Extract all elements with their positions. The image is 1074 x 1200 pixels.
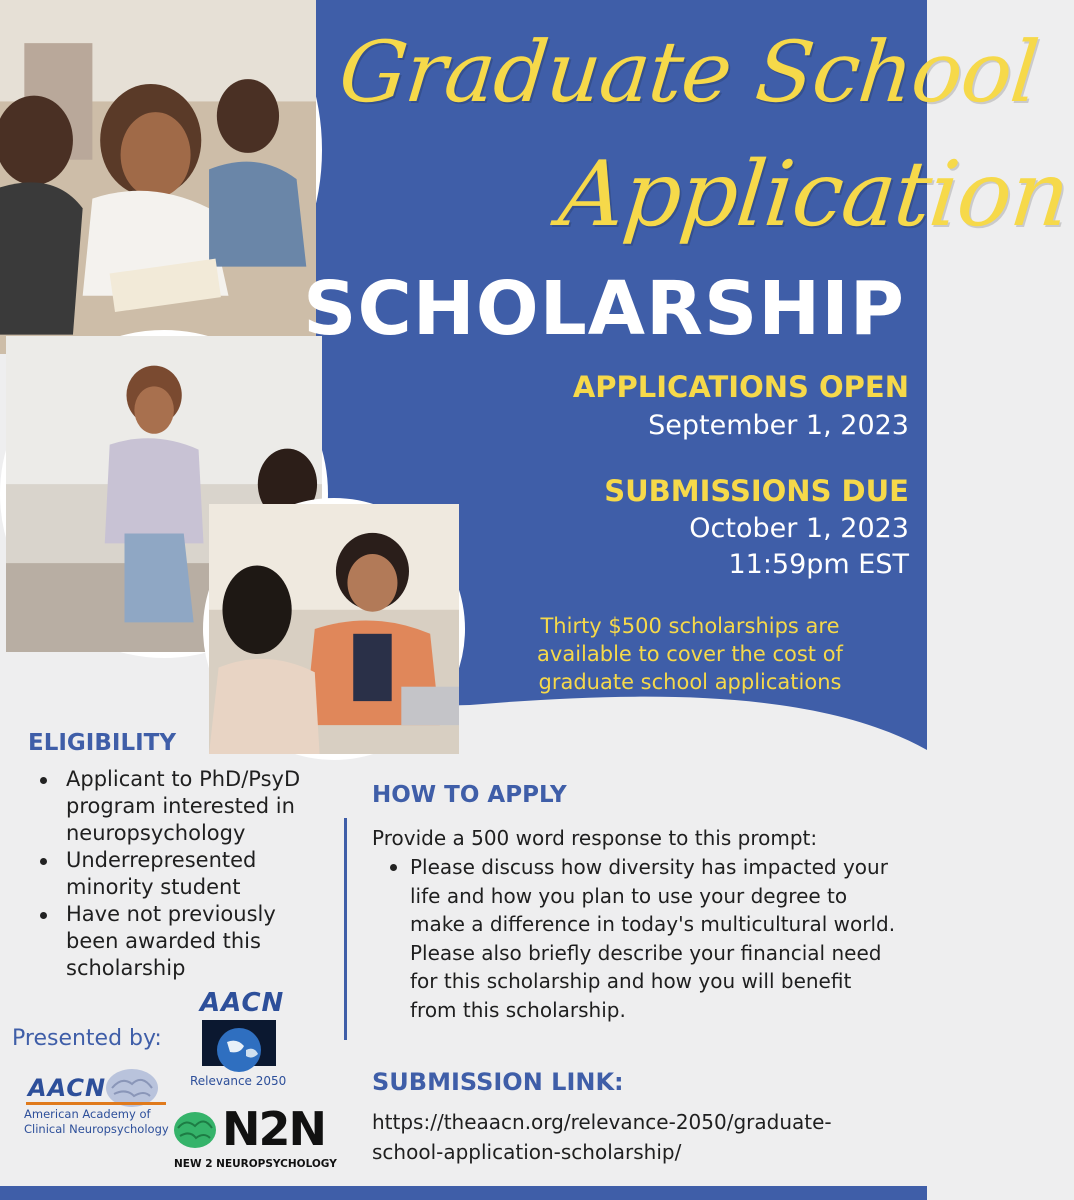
how-to-apply-heading: HOW TO APPLY [372, 782, 567, 808]
n2n-logo [172, 1102, 337, 1176]
eligibility-item: Have not previously been awarded this scholarship [30, 901, 330, 982]
section-divider [344, 818, 347, 1040]
photo-advisor-meeting [203, 498, 465, 760]
submissions-due-date: October 1, 2023 [689, 513, 909, 544]
presented-by-label: Presented by: [12, 1026, 162, 1051]
title-scholarship: SCHOLARSHIP [303, 266, 905, 352]
n2n-caption: NEW 2 NEUROPSYCHOLOGY [174, 1158, 337, 1170]
title-graduate-school: Graduate School [334, 23, 1043, 121]
how-to-apply-item: Please discuss how diversity has impacted your life and how you plan to use your degree to make a difference in today's multicultural world. Please also briefly describe your financial need for this scholarship and how you will benefit from this scholarship. [384, 853, 904, 1025]
eligibility-item: Applicant to PhD/PsyD program interested in neuropsychology [30, 766, 330, 847]
aacn-sub-line1: American Academy of [24, 1107, 151, 1121]
submissions-due-time: 11:59pm EST [728, 549, 909, 580]
aacn-sub-line2: Clinical Neuropsychology [24, 1122, 169, 1136]
submission-link-heading: SUBMISSION LINK: [372, 1068, 624, 1096]
brain-icon [172, 1110, 218, 1150]
title-application: Application [554, 142, 1074, 247]
eligibility-item: Underrepresented minority student [30, 847, 330, 901]
aacn-orange-rule [26, 1102, 166, 1105]
relevance-2050-caption: Relevance 2050 [190, 1074, 287, 1088]
photo-students-studying [0, 0, 322, 360]
bottom-bar [0, 1186, 927, 1200]
aacn-main-text: AACN [28, 1074, 107, 1102]
relevance-aacn-text: AACN [200, 988, 285, 1018]
earth-icon [202, 1020, 276, 1066]
n2n-mark: N2N [222, 1102, 326, 1156]
eligibility-heading: ELIGIBILITY [28, 730, 177, 756]
scholarship-availability: Thirty $500 scholarships are available to cover the cost of graduate school applications [537, 614, 843, 694]
applications-open-date: September 1, 2023 [648, 410, 909, 441]
eligibility-list [30, 766, 330, 982]
submissions-due-label: SUBMISSIONS DUE [604, 474, 909, 508]
how-to-apply-list [384, 853, 904, 1025]
how-to-apply-intro: Provide a 500 word response to this prompt: [372, 826, 818, 850]
submission-link-url[interactable]: https://theaacn.org/relevance-2050/graduate-school-application-scholarship/ [372, 1110, 832, 1164]
applications-open-label: APPLICATIONS OPEN [572, 370, 909, 404]
aacn-logo [18, 1066, 178, 1146]
relevance-2050-logo [178, 988, 308, 1098]
